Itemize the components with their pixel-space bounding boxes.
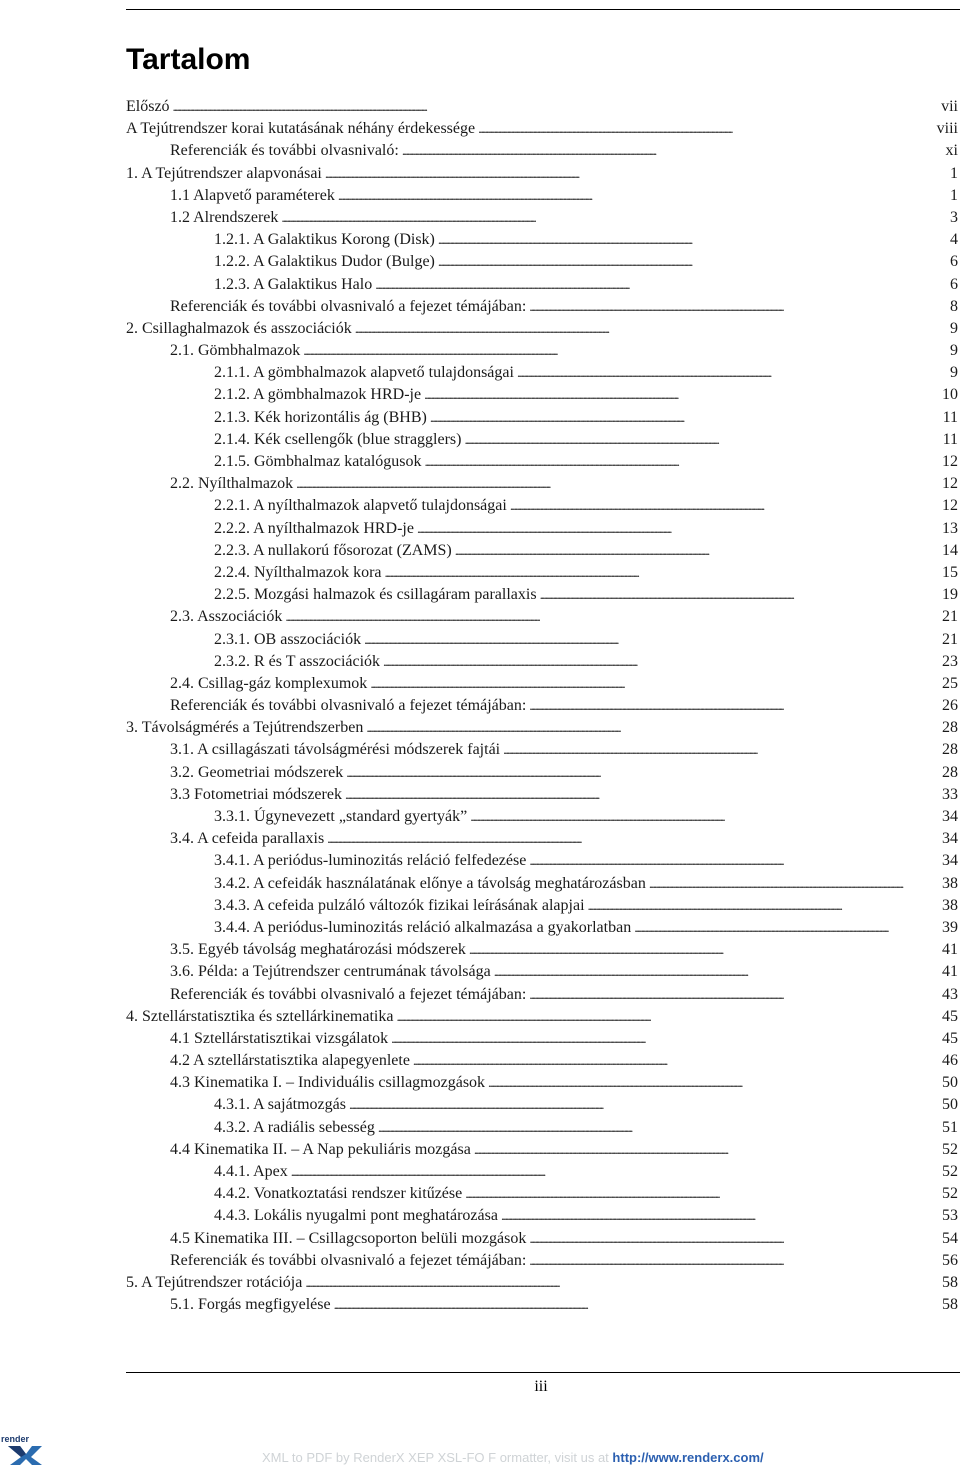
toc-entry-page[interactable]: 9 bbox=[950, 364, 958, 382]
toc-entry-page[interactable]: 14 bbox=[942, 541, 958, 559]
toc-entry-label[interactable]: 2.2.1. A nyílthalmazok alapvető tulajdonságai bbox=[214, 497, 507, 515]
toc-entry-page[interactable]: 1 bbox=[950, 164, 958, 182]
toc-dot-leader bbox=[291, 1161, 939, 1183]
toc-entry-label[interactable]: 4.3.2. A radiális sebesség bbox=[214, 1118, 375, 1136]
toc-entry[interactable] bbox=[126, 340, 958, 362]
toc-entry-label[interactable]: 2.1.4. Kék csellengők (blue stragglers) bbox=[214, 430, 462, 448]
toc-dot-leader bbox=[588, 895, 939, 917]
toc-entry-page[interactable]: 9 bbox=[950, 342, 958, 360]
page-number: iii bbox=[534, 1378, 548, 1395]
toc-dot-leader bbox=[464, 429, 939, 451]
toc-entry[interactable] bbox=[126, 296, 958, 318]
toc-entry-label[interactable]: 5.1. Forgás megfigyelése bbox=[170, 1296, 331, 1314]
toc-entry[interactable] bbox=[126, 784, 958, 806]
toc-entry-label[interactable]: 1.1 Alapvető paraméterek bbox=[170, 186, 335, 204]
toc-entry[interactable] bbox=[126, 96, 958, 118]
toc-entry[interactable] bbox=[126, 1228, 958, 1250]
footer-rule bbox=[126, 1372, 960, 1373]
toc-entry-label[interactable]: 3.2. Geometriai módszerek bbox=[170, 763, 344, 781]
toc-entry-page[interactable]: 12 bbox=[942, 453, 958, 470]
toc-entry[interactable] bbox=[126, 629, 958, 651]
toc-entry[interactable] bbox=[126, 473, 958, 495]
toc-entry-label[interactable]: 4.3 Kinematika I. – Individuális csillagmozgások bbox=[170, 1074, 486, 1092]
toc-entry-page[interactable]: 13 bbox=[942, 519, 958, 537]
toc-entry-label[interactable]: 3.3.1. Úgynevezett „standard gyertyák” bbox=[214, 808, 468, 825]
toc-entry-label[interactable]: 3.4.1. A periódus-luminozitás reláció felfedezése bbox=[214, 852, 527, 870]
toc-entry-label[interactable]: 3. Távolságmérés a Tejútrendszerben bbox=[126, 719, 364, 737]
toc-entry[interactable] bbox=[126, 1028, 958, 1050]
toc-entry[interactable] bbox=[126, 495, 958, 517]
toc-entry[interactable] bbox=[126, 185, 958, 207]
toc-entry-label[interactable]: 4. Sztellárstatisztika és sztellárkinematika bbox=[126, 1007, 394, 1025]
toc-entry-page[interactable]: 12 bbox=[942, 497, 958, 515]
toc-entry-page[interactable]: 9 bbox=[950, 319, 958, 337]
toc-entry[interactable] bbox=[126, 584, 958, 606]
page-title: Tartalom bbox=[126, 43, 251, 76]
toc-entry-page[interactable]: 41 bbox=[942, 963, 958, 981]
toc-entry-label[interactable]: 4.2 A sztellárstatisztika alapegyenlete bbox=[170, 1052, 410, 1070]
toc-entry-page[interactable]: 25 bbox=[942, 674, 958, 692]
toc-dot-leader bbox=[385, 562, 939, 584]
toc-entry[interactable] bbox=[126, 673, 958, 695]
toc-dot-leader bbox=[474, 1139, 939, 1161]
toc-entry-page[interactable]: 1 bbox=[950, 186, 958, 204]
toc-entry-label[interactable]: Referenciák és további olvasnivaló a fejezet témájában: bbox=[170, 1251, 527, 1269]
toc-dot-leader bbox=[383, 651, 939, 673]
toc-entry-label[interactable]: 2.3. Asszociációk bbox=[170, 608, 283, 626]
toc-dot-leader bbox=[529, 1250, 939, 1272]
toc-dot-leader bbox=[438, 251, 947, 273]
toc-entry-page[interactable]: 43 bbox=[942, 985, 958, 1003]
toc-dot-leader bbox=[470, 806, 939, 828]
toc-entry-page[interactable]: 28 bbox=[942, 763, 958, 781]
toc-dot-leader bbox=[469, 939, 939, 961]
toc-dot-leader bbox=[424, 384, 939, 406]
toc-entry-page[interactable]: 12 bbox=[942, 475, 958, 493]
toc-entry-label[interactable]: 1.2 Alrendszerek bbox=[170, 208, 279, 226]
toc-dot-leader bbox=[529, 984, 939, 1006]
toc-entry-page[interactable]: 58 bbox=[942, 1296, 958, 1314]
toc-entry-page[interactable]: 28 bbox=[942, 741, 958, 759]
toc-dot-leader bbox=[334, 1294, 939, 1316]
toc-entry-label[interactable]: 2. Csillaghalmazok és asszociációk bbox=[126, 319, 352, 337]
toc-dot-leader bbox=[305, 1272, 939, 1294]
toc-entry-label[interactable]: 2.1.3. Kék horizontális ág (BHB) bbox=[214, 408, 427, 426]
toc-entry[interactable] bbox=[126, 384, 958, 406]
toc-entry-page[interactable]: 39 bbox=[942, 918, 958, 936]
toc-dot-leader bbox=[402, 140, 943, 162]
toc-dot-leader bbox=[438, 229, 947, 251]
toc-entry[interactable] bbox=[126, 806, 958, 828]
toc-dot-leader bbox=[378, 1117, 939, 1139]
toc-entry-page[interactable]: 6 bbox=[950, 253, 958, 271]
toc-dot-leader bbox=[501, 1205, 939, 1227]
toc-entry-page[interactable]: 38 bbox=[942, 874, 958, 892]
toc-entry[interactable] bbox=[126, 118, 958, 140]
toc-entry-page[interactable]: 52 bbox=[942, 1185, 958, 1203]
toc-dot-leader bbox=[540, 584, 939, 606]
toc-entry-label[interactable]: 2.2.3. A nullakorú fősorozat (ZAMS) bbox=[214, 541, 452, 559]
toc-entry-label[interactable]: 3.4. A cefeida parallaxis bbox=[170, 830, 325, 848]
footer-credit bbox=[262, 1450, 764, 1465]
toc-dot-leader bbox=[494, 961, 939, 983]
toc-entry[interactable] bbox=[126, 1183, 958, 1205]
toc-entry[interactable] bbox=[126, 939, 958, 961]
toc-entry-label[interactable]: 2.1.2. A gömbhalmazok HRD-je bbox=[214, 386, 422, 404]
toc-entry[interactable] bbox=[126, 1139, 958, 1161]
toc-entry[interactable] bbox=[126, 407, 958, 429]
toc-dot-leader bbox=[391, 1028, 939, 1050]
toc-entry-page[interactable]: 26 bbox=[942, 697, 958, 715]
toc-entry-page[interactable]: viii bbox=[936, 120, 958, 138]
toc-entry[interactable] bbox=[126, 873, 958, 895]
toc-entry-label[interactable]: 3.4.4. A periódus-luminozitás reláció alkalmazása a gyakorlatban bbox=[214, 918, 632, 936]
renderx-logo-icon bbox=[0, 1432, 44, 1465]
toc-entry-label[interactable]: 3.5. Egyéb távolság meghatározási módszerek bbox=[170, 941, 466, 959]
toc-entry[interactable] bbox=[126, 1050, 958, 1072]
toc-entry[interactable] bbox=[126, 606, 958, 628]
toc-entry[interactable] bbox=[126, 1006, 958, 1028]
toc-entry[interactable] bbox=[126, 1117, 958, 1139]
top-rule bbox=[126, 9, 960, 10]
toc-dot-leader bbox=[478, 118, 934, 140]
toc-entry[interactable] bbox=[126, 651, 958, 673]
toc-entry-label[interactable]: 1.2.3. A Galaktikus Halo bbox=[214, 275, 373, 293]
toc-dot-leader bbox=[345, 784, 939, 806]
toc-entry-page[interactable]: 21 bbox=[942, 608, 958, 626]
toc-entry-label[interactable]: 4.4 Kinematika II. – A Nap pekuliáris mozgása bbox=[170, 1140, 471, 1158]
toc-entry-page[interactable]: 34 bbox=[942, 852, 958, 870]
toc-entry-label[interactable]: Referenciák és további olvasnivaló a fejezet témájában: bbox=[170, 697, 527, 715]
toc-entry-page[interactable]: 45 bbox=[942, 1029, 958, 1047]
toc-entry-page[interactable]: 11 bbox=[942, 430, 958, 448]
toc-entry-label[interactable]: 2.1. Gömbhalmazok bbox=[170, 342, 301, 360]
toc-entry-label[interactable]: 3.1. A csillagászati távolságmérési módszerek fajtái bbox=[170, 741, 501, 759]
toc-dot-leader bbox=[327, 828, 939, 850]
toc-entry-page[interactable]: 33 bbox=[942, 785, 958, 803]
toc-dot-leader bbox=[455, 540, 939, 562]
toc-dot-leader bbox=[529, 850, 939, 872]
toc-entry[interactable] bbox=[126, 163, 958, 185]
toc-dot-leader bbox=[375, 274, 947, 296]
toc-dot-leader bbox=[281, 207, 947, 229]
toc-entry-page[interactable]: 21 bbox=[942, 630, 958, 648]
toc-entry-label[interactable]: A Tejútrendszer korai kutatásának néhány érdekessége bbox=[126, 120, 476, 138]
toc-entry-page[interactable]: 41 bbox=[942, 941, 958, 959]
toc-dot-leader bbox=[649, 873, 939, 895]
toc-entry[interactable] bbox=[126, 362, 958, 384]
toc-entry-page[interactable]: 19 bbox=[942, 586, 958, 604]
toc-dot-leader bbox=[364, 629, 939, 651]
toc-dot-leader bbox=[349, 1094, 939, 1116]
toc-entry[interactable] bbox=[126, 562, 958, 584]
toc-entry[interactable] bbox=[126, 828, 958, 850]
toc-entry-label[interactable]: 4.1 Sztellárstatisztikai vizsgálatok bbox=[170, 1029, 389, 1047]
toc-entry[interactable] bbox=[126, 961, 958, 983]
toc-entry-page[interactable]: 8 bbox=[950, 297, 958, 315]
toc-entry-label[interactable]: 2.2.5. Mozgási halmazok és csillagáram parallaxis bbox=[214, 586, 537, 604]
footer-link[interactable]: http://www.renderx.com/ bbox=[612, 1450, 764, 1465]
toc-entry[interactable] bbox=[126, 1294, 958, 1316]
toc-entry[interactable] bbox=[126, 695, 958, 717]
toc-entry-label[interactable]: 2.2. Nyílthalmazok bbox=[170, 475, 294, 493]
toc-entry[interactable] bbox=[126, 251, 958, 273]
toc-dot-leader bbox=[303, 340, 947, 362]
toc-entry[interactable] bbox=[126, 1094, 958, 1116]
toc-entry-label[interactable]: Referenciák és további olvasnivaló a fejezet témájában: bbox=[170, 297, 527, 315]
toc-entry-page[interactable]: 46 bbox=[942, 1052, 958, 1070]
toc-entry-page[interactable]: 23 bbox=[942, 652, 958, 670]
toc-entry[interactable] bbox=[126, 1272, 958, 1294]
toc-entry-label[interactable]: 4.3.1. A sajátmozgás bbox=[214, 1096, 346, 1114]
toc-entry[interactable] bbox=[126, 318, 958, 340]
toc-entry[interactable] bbox=[126, 540, 958, 562]
toc-entry[interactable] bbox=[126, 984, 958, 1006]
toc-dot-leader bbox=[465, 1183, 939, 1205]
toc-entry-label[interactable]: 2.3.2. R és T asszociációk bbox=[214, 652, 381, 670]
toc-dot-leader bbox=[517, 362, 947, 384]
toc-entry-label[interactable]: 4.4.2. Vonatkoztatási rendszer kitűzése bbox=[214, 1185, 463, 1203]
toc-entry-page[interactable]: 6 bbox=[950, 275, 958, 293]
toc-dot-leader bbox=[503, 739, 939, 761]
toc-entry[interactable] bbox=[126, 140, 958, 162]
toc-entry-page[interactable]: 54 bbox=[942, 1229, 958, 1247]
toc-entry-label[interactable]: 3.6. Példa: a Tejútrendszer centrumának távolsága bbox=[170, 963, 491, 981]
footer-text: XML to PDF by RenderX XEP XSL-FO F ormatter, visit us at bbox=[262, 1450, 609, 1465]
toc-entry-label[interactable]: 4.5 Kinematika III. – Csillagcsoporton belüli mozgások bbox=[170, 1229, 527, 1247]
toc-entry-page[interactable]: 3 bbox=[950, 208, 958, 226]
toc-entry-page[interactable]: 45 bbox=[942, 1007, 958, 1025]
toc-dot-leader bbox=[488, 1072, 939, 1094]
toc-entry[interactable] bbox=[126, 917, 958, 939]
toc-entry-page[interactable]: 52 bbox=[942, 1140, 958, 1158]
toc-entry-page[interactable]: 28 bbox=[942, 719, 958, 737]
toc-entry-label[interactable]: Referenciák és további olvasnivaló: bbox=[170, 142, 399, 160]
toc-entry[interactable] bbox=[126, 207, 958, 229]
toc-entry-label[interactable]: 2.1.5. Gömbhalmaz katalógusok bbox=[214, 453, 422, 470]
toc-dot-leader bbox=[370, 673, 939, 695]
table-of-contents bbox=[126, 96, 958, 1316]
toc-dot-leader bbox=[413, 1050, 939, 1072]
toc-entry[interactable] bbox=[126, 1072, 958, 1094]
logo-wordmark: render bbox=[1, 1434, 30, 1444]
toc-entry-label[interactable]: 3.3 Fotometriai módszerek bbox=[170, 785, 342, 803]
toc-dot-leader bbox=[173, 96, 939, 118]
toc-dot-leader bbox=[366, 717, 939, 739]
toc-entry[interactable] bbox=[126, 429, 958, 451]
toc-entry-page[interactable]: 10 bbox=[942, 386, 958, 404]
toc-dot-leader bbox=[355, 318, 947, 340]
toc-entry[interactable] bbox=[126, 762, 958, 784]
toc-entry-page[interactable]: xi bbox=[945, 142, 958, 160]
toc-dot-leader bbox=[529, 695, 939, 717]
toc-entry-page[interactable]: 34 bbox=[942, 830, 958, 848]
toc-entry-page[interactable]: 58 bbox=[942, 1273, 958, 1291]
toc-entry-page[interactable]: 52 bbox=[942, 1163, 958, 1180]
toc-dot-leader bbox=[338, 185, 947, 207]
toc-entry-label[interactable]: 1.2.1. A Galaktikus Korong (Disk) bbox=[214, 231, 435, 249]
toc-entry-page[interactable]: vii bbox=[941, 98, 958, 115]
toc-entry-label[interactable]: 2.2.2. A nyílthalmazok HRD-je bbox=[214, 519, 414, 537]
toc-entry-page[interactable]: 53 bbox=[942, 1207, 958, 1225]
toc-dot-leader bbox=[346, 762, 939, 784]
toc-dot-leader bbox=[425, 451, 939, 473]
toc-entry-label[interactable]: Előszó bbox=[126, 98, 170, 115]
toc-entry[interactable] bbox=[126, 1250, 958, 1272]
toc-dot-leader bbox=[325, 163, 947, 185]
toc-entry-label[interactable]: 1.2.2. A Galaktikus Dudor (Bulge) bbox=[214, 253, 435, 271]
toc-dot-leader bbox=[510, 495, 939, 517]
toc-dot-leader bbox=[396, 1006, 939, 1028]
toc-entry[interactable] bbox=[126, 274, 958, 296]
toc-entry-page[interactable]: 15 bbox=[942, 563, 958, 581]
toc-entry[interactable] bbox=[126, 229, 958, 251]
toc-entry[interactable] bbox=[126, 739, 958, 761]
toc-entry-page[interactable]: 38 bbox=[942, 896, 958, 914]
toc-entry-label[interactable]: 2.2.4. Nyílthalmazok kora bbox=[214, 563, 382, 581]
toc-entry-page[interactable]: 56 bbox=[942, 1251, 958, 1269]
toc-entry-label[interactable]: 3.4.2. A cefeidák használatának előnye a távolság meghatározásban bbox=[214, 874, 646, 892]
toc-entry-label[interactable]: 2.3.1. OB asszociációk bbox=[214, 630, 362, 648]
toc-dot-leader bbox=[296, 473, 939, 495]
toc-dot-leader bbox=[529, 296, 947, 318]
toc-entry-label[interactable]: 4.4.3. Lokális nyugalmi pont meghatározása bbox=[214, 1207, 498, 1225]
toc-dot-leader bbox=[417, 518, 939, 540]
toc-entry-page[interactable]: 51 bbox=[942, 1118, 958, 1136]
toc-entry[interactable] bbox=[126, 717, 958, 739]
toc-entry-label[interactable]: 2.1.1. A gömbhalmazok alapvető tulajdonságai bbox=[214, 364, 514, 382]
toc-entry-page[interactable]: 50 bbox=[942, 1096, 958, 1114]
toc-entry[interactable] bbox=[126, 850, 958, 872]
toc-entry-label[interactable]: 1. A Tejútrendszer alapvonásai bbox=[126, 164, 322, 182]
toc-entry-page[interactable]: 4 bbox=[950, 231, 958, 249]
toc-dot-leader bbox=[285, 606, 939, 628]
toc-entry[interactable] bbox=[126, 518, 958, 540]
toc-entry[interactable] bbox=[126, 895, 958, 917]
toc-dot-leader bbox=[634, 917, 939, 939]
toc-entry[interactable] bbox=[126, 1205, 958, 1227]
toc-entry[interactable] bbox=[126, 1161, 958, 1183]
toc-entry-label[interactable]: 4.4.1. Apex bbox=[214, 1163, 288, 1180]
toc-entry-label[interactable]: Referenciák és további olvasnivaló a fejezet témájában: bbox=[170, 985, 527, 1003]
toc-entry[interactable] bbox=[126, 451, 958, 473]
toc-entry-label[interactable]: 2.4. Csillag-gáz komplexumok bbox=[170, 674, 368, 692]
toc-entry-label[interactable]: 5. A Tejútrendszer rotációja bbox=[126, 1273, 303, 1291]
toc-entry-page[interactable]: 34 bbox=[942, 808, 958, 825]
toc-entry-page[interactable]: 50 bbox=[942, 1074, 958, 1092]
toc-dot-leader bbox=[529, 1228, 939, 1250]
toc-entry-page[interactable]: 11 bbox=[942, 408, 958, 426]
toc-entry-label[interactable]: 3.4.3. A cefeida pulzáló változók fizikai leírásának alapjai bbox=[214, 896, 585, 914]
toc-dot-leader bbox=[430, 407, 940, 429]
